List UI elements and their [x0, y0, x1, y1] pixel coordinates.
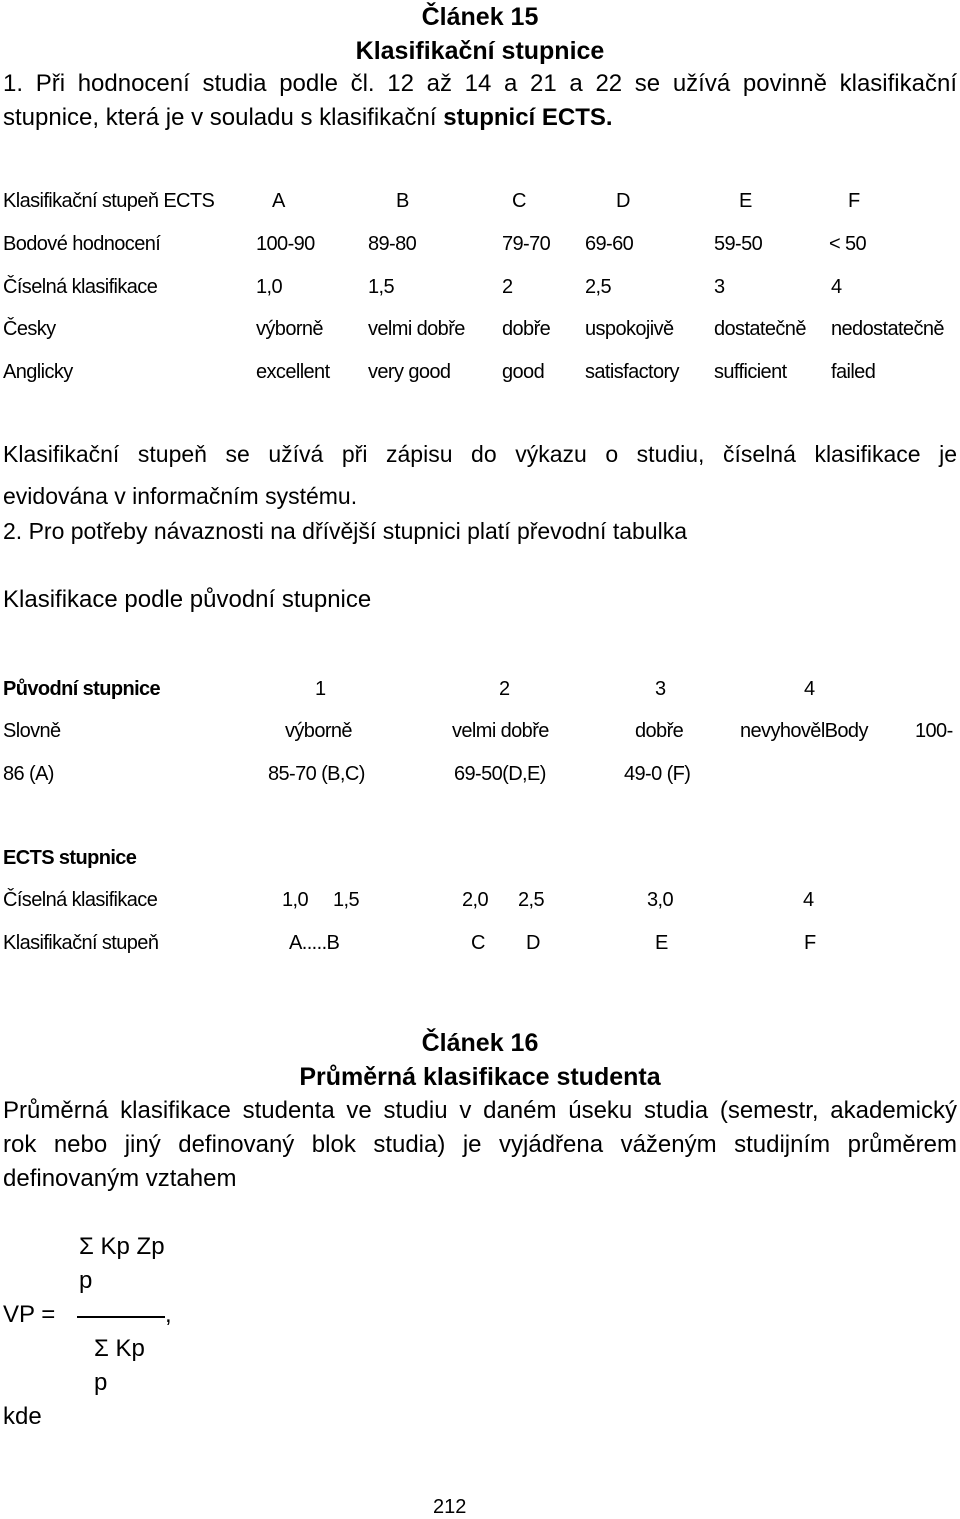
ects-cell: F	[848, 190, 860, 212]
article-15-number: Článek 15	[421, 3, 539, 31]
ects-scale-grade: E	[655, 932, 668, 954]
para-stupen-line1: Klasifikační stupeň se užívá při zápisu do výkazu o studiu, číselná klasifikace je	[3, 441, 957, 467]
ects-cell: C	[512, 190, 526, 212]
article-16-heading: Průměrná klasifikace studenta	[299, 1063, 661, 1091]
ects-cell: 100-90	[256, 233, 315, 255]
ects-cell: 89-80	[368, 233, 417, 255]
article-16-line3: definovaným vztahem	[3, 1165, 237, 1192]
old-scale-points: 69-50(D,E)	[454, 763, 546, 785]
ects-cell: 2	[502, 276, 513, 298]
old-scale-word: výborně	[285, 720, 352, 742]
old-scale-word: 100-	[915, 720, 953, 742]
ects-cell: velmi dobře	[368, 318, 465, 340]
old-scale-row1-label: Původní stupnice	[3, 678, 161, 700]
ects-cell: nedostatečně	[831, 318, 944, 340]
ects-row-label: Česky	[3, 318, 56, 340]
ects-cell: dobře	[502, 318, 551, 340]
para1-line2-text: stupnice, která je v souladu s klasifikační	[3, 104, 444, 131]
ects-cell: E	[739, 190, 752, 212]
old-scale-word: nevyhovělBody	[740, 720, 868, 742]
article-15-para1-line2	[3, 104, 613, 132]
ects-cell: excellent	[256, 361, 330, 383]
para1-line2-bold: stupnicí ECTS.	[443, 104, 613, 131]
ects-scale-value: 1,0	[282, 889, 309, 911]
ects-cell: 59-50	[714, 233, 763, 255]
ects-scale-value: 2,0	[462, 889, 489, 911]
page-number: 212	[433, 1496, 467, 1518]
old-scale-word: velmi dobře	[452, 720, 549, 742]
formula-where: kde	[3, 1403, 42, 1430]
ects-row-label: Anglicky	[3, 361, 73, 383]
para-2: 2. Pro potřeby návaznosti na dřívější stupnici platí převodní tabulka	[3, 518, 688, 544]
ects-cell: good	[502, 361, 545, 383]
ects-cell: výborně	[256, 318, 323, 340]
article-16-line1: Průměrná klasifikace studenta ve studiu v daném úseku studia (semestr, akademický	[3, 1097, 957, 1124]
ects-scale-heading: ECTS stupnice	[3, 847, 137, 869]
article-15-para1-line1: 1. Při hodnocení studia podle čl. 12 až 14 a 21 a 22 se užívá povinně klasifikační	[3, 70, 957, 97]
article-16-number: Článek 16	[421, 1029, 539, 1057]
old-scale-row2-label: Slovně	[3, 720, 61, 742]
formula-denominator: Σ Kp	[94, 1335, 145, 1362]
ects-scale-value: 4	[803, 889, 814, 911]
old-scale-value: 1	[315, 678, 326, 700]
ects-scale-row1-label: Číselná klasifikace	[3, 889, 158, 911]
ects-scale-grade: F	[804, 932, 816, 954]
ects-cell: 79-70	[502, 233, 551, 255]
formula-numerator-subscript: p	[79, 1267, 93, 1294]
ects-scale-grade: C	[471, 932, 485, 954]
old-scale-points: 86 (A)	[3, 763, 54, 785]
ects-cell: 69-60	[585, 233, 634, 255]
formula-lhs: VP =	[3, 1301, 56, 1328]
old-scale-word: dobře	[635, 720, 684, 742]
ects-cell: 3	[714, 276, 725, 298]
old-scale-points: 85-70 (B,C)	[268, 763, 365, 785]
ects-scale-grade: D	[526, 932, 540, 954]
ects-cell: D	[616, 190, 630, 212]
formula-denominator-subscript: p	[94, 1369, 108, 1396]
ects-scale-value: 2,5	[518, 889, 545, 911]
ects-cell: 4	[831, 276, 842, 298]
ects-cell: < 50	[829, 233, 867, 255]
ects-scale-value: 3,0	[647, 889, 674, 911]
ects-cell: B	[396, 190, 409, 212]
ects-scale-grade: A.....B	[289, 932, 340, 954]
old-scale-value: 3	[655, 678, 666, 700]
ects-cell: 1,0	[256, 276, 283, 298]
ects-cell: 1,5	[368, 276, 395, 298]
ects-scale-value: 1,5	[333, 889, 360, 911]
article-15-heading: Klasifikační stupnice	[355, 37, 605, 65]
ects-cell: satisfactory	[585, 361, 679, 383]
ects-cell: failed	[831, 361, 876, 383]
para-stupen-line2: evidována v informačním systému.	[3, 483, 358, 509]
ects-cell: A	[272, 190, 285, 212]
fraction-bar	[77, 1316, 165, 1318]
ects-row-label: Číselná klasifikace	[3, 276, 158, 298]
old-scale-heading: Klasifikace podle původní stupnice	[3, 586, 372, 613]
formula-comma: ,	[165, 1301, 172, 1328]
ects-row-label: Klasifikační stupeň ECTS	[3, 190, 215, 212]
ects-cell: uspokojivě	[585, 318, 674, 340]
ects-cell: 2,5	[585, 276, 612, 298]
article-16-line2: rok nebo jiný definovaný blok studia) je vyjádřena váženým studijním průměrem	[3, 1131, 957, 1158]
old-scale-value: 2	[499, 678, 510, 700]
ects-row-label: Bodové hodnocení	[3, 233, 161, 255]
old-scale-points: 49-0 (F)	[624, 763, 691, 785]
ects-scale-row2-label: Klasifikační stupeň	[3, 932, 159, 954]
ects-cell: sufficient	[714, 361, 787, 383]
ects-cell: very good	[368, 361, 451, 383]
old-scale-value: 4	[804, 678, 815, 700]
ects-cell: dostatečně	[714, 318, 806, 340]
formula-numerator: Σ Kp Zp	[79, 1233, 165, 1260]
